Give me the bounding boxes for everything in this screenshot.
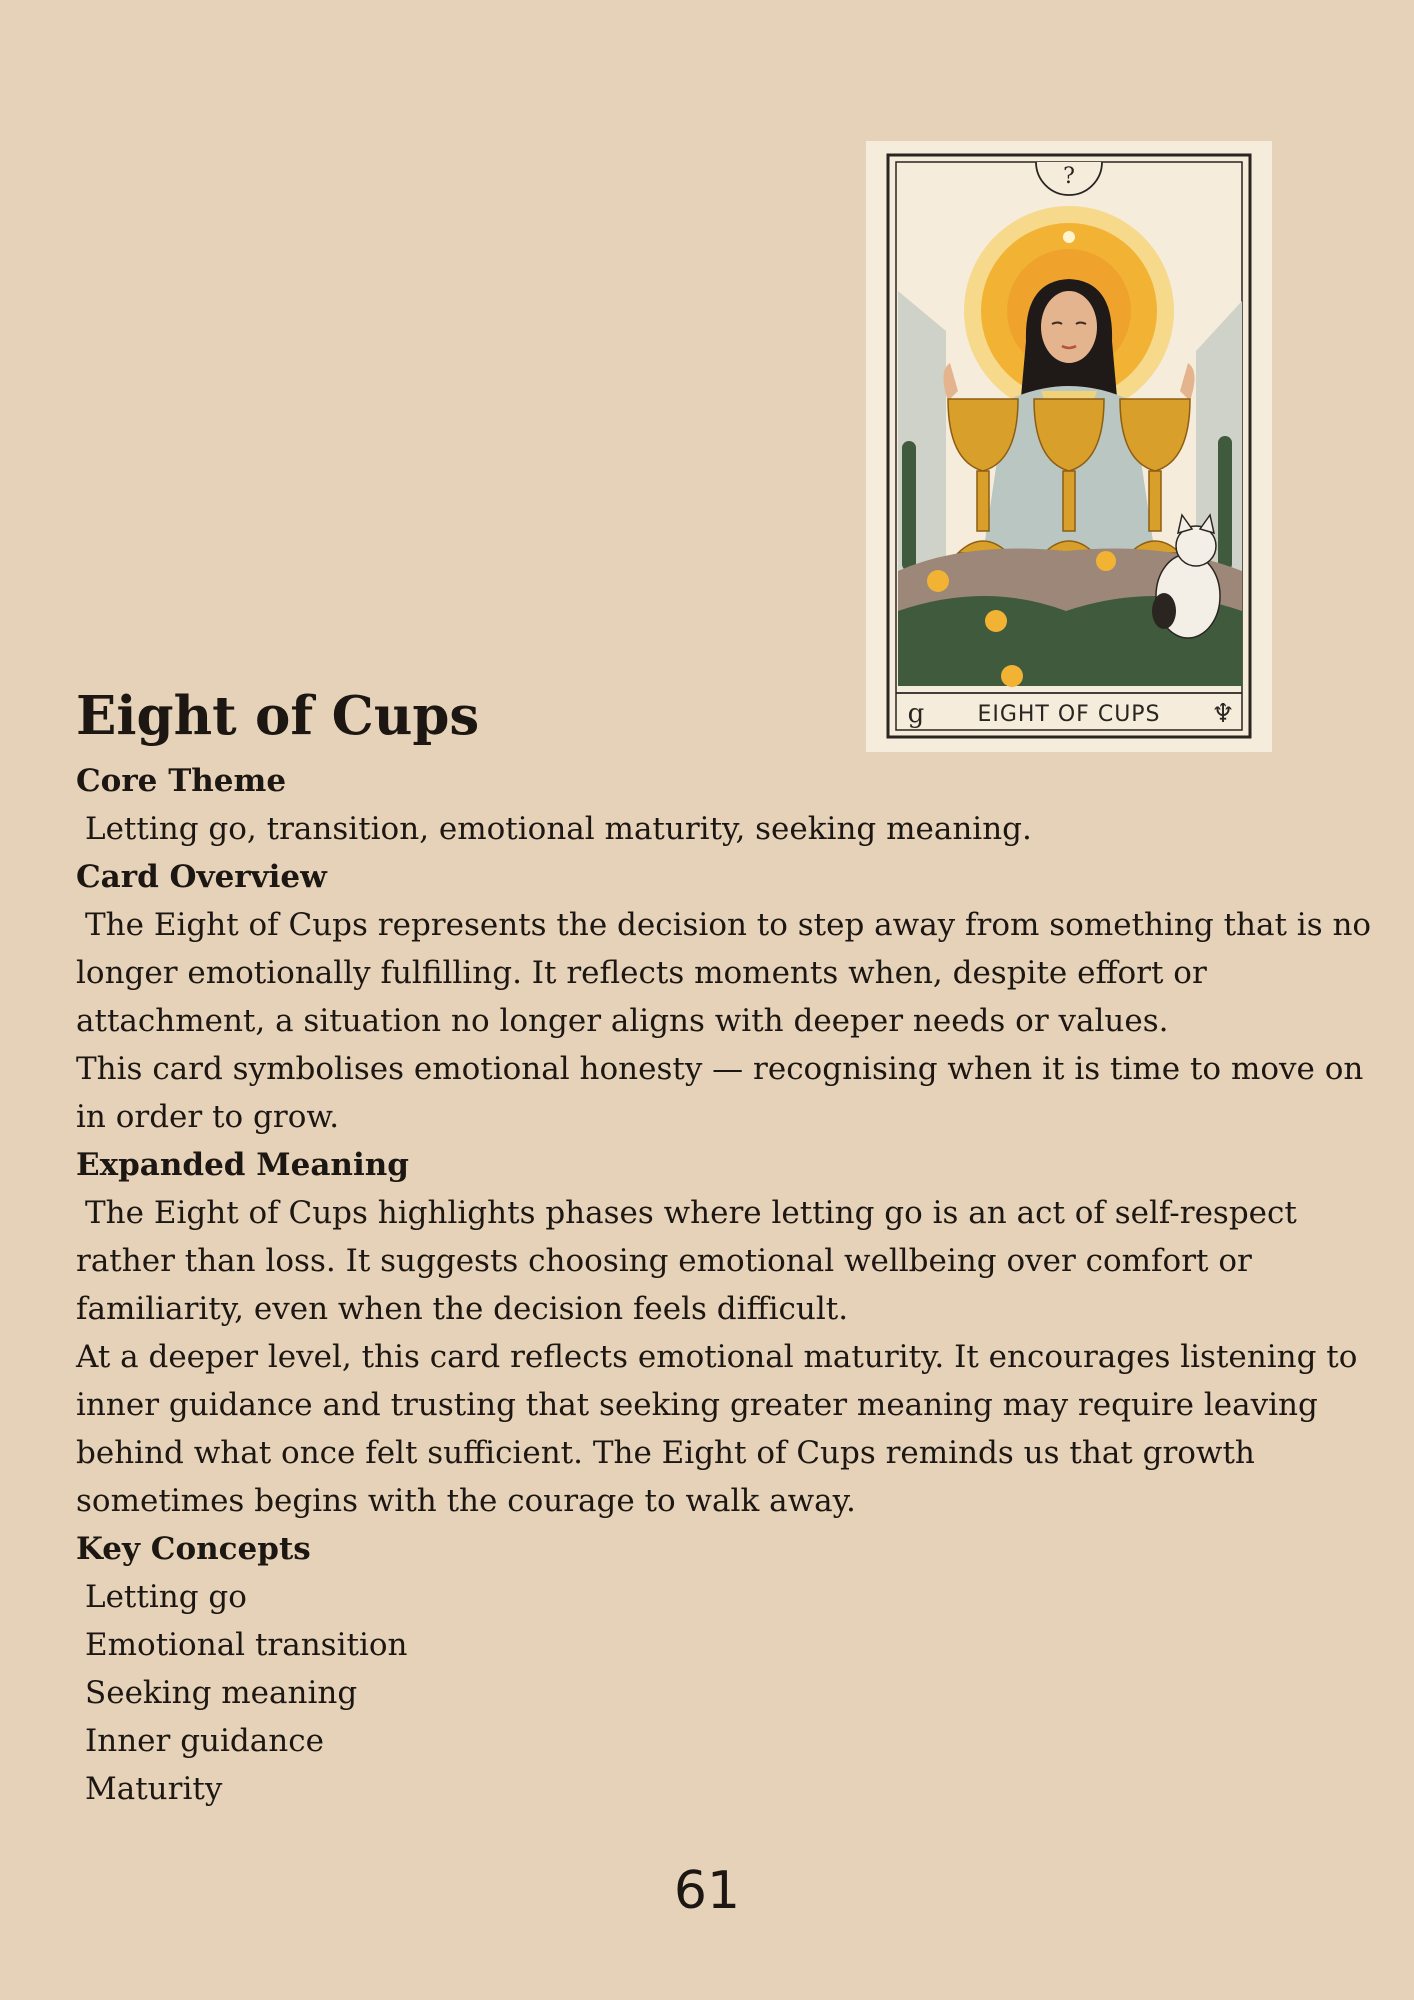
card-overview-paragraph-2: This card symbolises emotional honesty — recognising when it is time to move on in order to grow. bbox=[76, 1051, 1364, 1135]
core-theme-heading: Core Theme bbox=[76, 763, 287, 799]
key-concepts-list bbox=[76, 1573, 1376, 1813]
card-description bbox=[76, 757, 1376, 1813]
key-concept-item: Inner guidance bbox=[85, 1723, 324, 1759]
card-left-glyph: g bbox=[907, 699, 925, 729]
core-theme-text: Letting go, transition, emotional maturity, seeking meaning. bbox=[85, 811, 1032, 847]
key-concept-item: Emotional transition bbox=[85, 1627, 408, 1663]
key-concept-item: Letting go bbox=[85, 1579, 247, 1615]
card-top-symbol: ? bbox=[1063, 164, 1075, 189]
card-overview-heading: Card Overview bbox=[76, 859, 327, 895]
card-label: EIGHT OF CUPS bbox=[977, 702, 1161, 727]
page-title: Eight of Cups bbox=[76, 685, 480, 747]
expanded-meaning-paragraph-2: At a deeper level, this card reflects emotional maturity. It encourages listening to inner guidance and trusting that seeking greater meaning may require leaving behind what once felt sufficient. The Eight of Cups reminds us that growth sometimes begins with the courage to walk away. bbox=[76, 1339, 1358, 1519]
tarot-card-illustration bbox=[866, 141, 1272, 752]
expanded-meaning-heading: Expanded Meaning bbox=[76, 1147, 409, 1183]
key-concepts-heading: Key Concepts bbox=[76, 1531, 311, 1567]
card-overview-paragraph-1: The Eight of Cups represents the decision to step away from something that is no longer emotionally fulfilling. It reflects moments when, despite effort or attachment, a situation no longer aligns with deeper needs or values. bbox=[76, 907, 1372, 1039]
key-concept-item: Maturity bbox=[85, 1771, 223, 1807]
card-right-glyph: ♆ bbox=[1211, 699, 1235, 729]
expanded-meaning-paragraph-1: The Eight of Cups highlights phases where letting go is an act of self-respect rather than loss. It suggests choosing emotional wellbeing over comfort or familiarity, even when the decision feels difficult. bbox=[76, 1195, 1297, 1327]
page-number: 61 bbox=[673, 1861, 741, 1921]
key-concept-item: Seeking meaning bbox=[85, 1675, 358, 1711]
